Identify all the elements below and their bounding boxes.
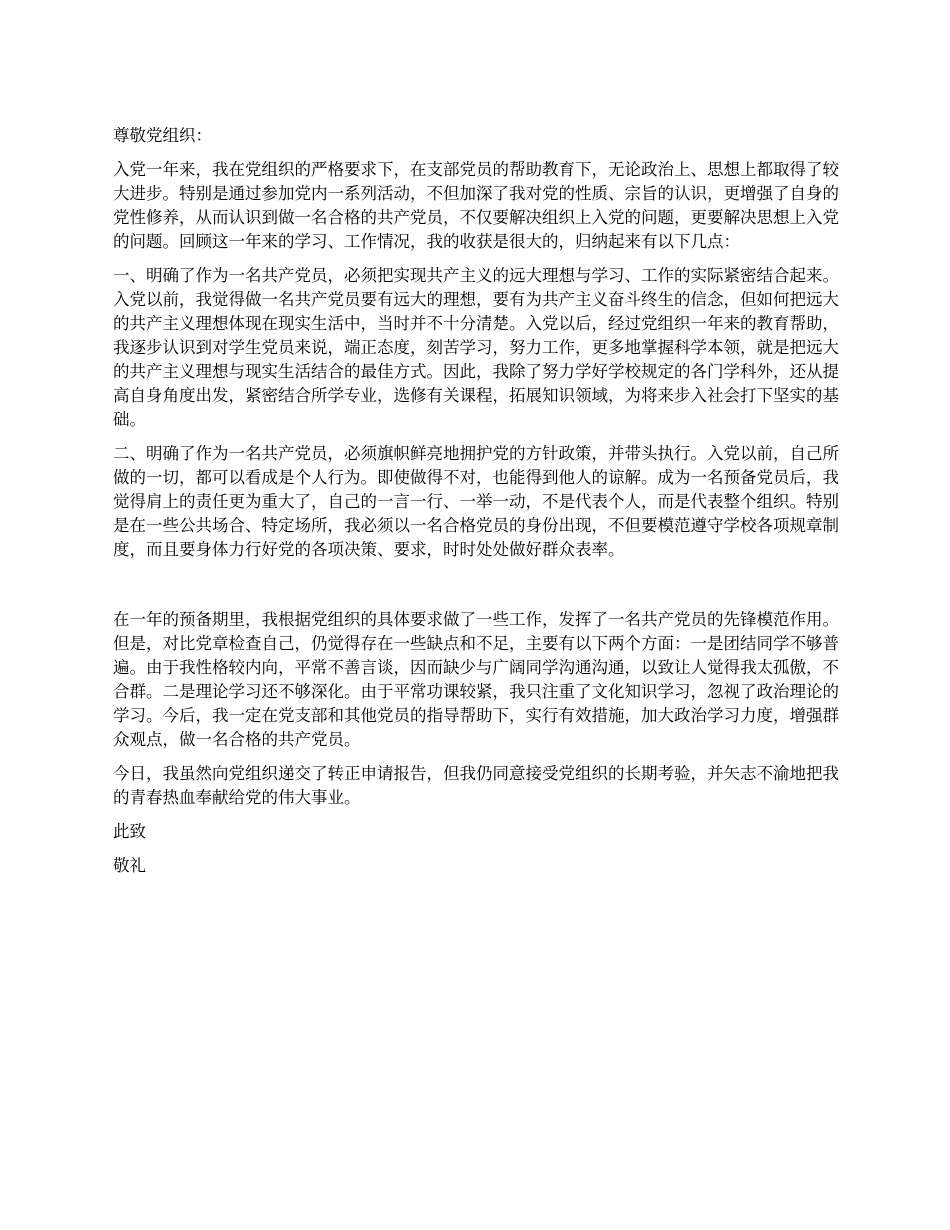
paragraph-point-one: 一、明确了作为一名共产党员，必须把实现共产主义的远大理想与学习、工作的实际紧密结合起来。入党以前，我觉得做一名共产党员要有远大的理想，要有为共产主义奋斗终生的信念，但如何把远大的共产主义理想体现在现实生活中，当时并不十分清楚。入党以后，经过党组织一年来的教育帮助，我逐步认识到对学生党员来说，端正态度，刻苦学习，努力工作，更多地掌握科学本领，就是把远大的共产主义理想与现实生活结合的最佳方式。因此，我除了努力学好学校规定的各门学科外，还从提高自身角度出发，紧密结合所学专业，选修有关课程，拓展知识领域，为将来步入社会打下坚实的基础。 bbox=[113, 266, 839, 429]
paragraph-conclusion: 今日，我虽然向党组织递交了转正申请报告，但我仍同意接受党组织的长期考验，并矢志不渝地把我的青春热血奉献给党的伟大事业。 bbox=[113, 764, 839, 807]
closing-jingli: 敬礼 bbox=[113, 856, 146, 875]
closing-cizhi: 此致 bbox=[113, 822, 146, 841]
paragraph-point-two: 二、明确了作为一名共产党员，必须旗帜鲜亮地拥护党的方针政策，并带头执行。入党以前，自己所做的一切，都可以看成是个人行为。即使做得不对，也能得到他人的谅解。成为一名预备党员后，我觉得肩上的责任更为重大了，自己的一言一行、一举一动，不是代表个人，而是代表整个组织。特别是在一些公共场合、特定场所，我必须以一名合格党员的身份出现，不但要模范遵守学校各项规章制度，而且要身体力行好党的各项决策、要求，时时处处做好群众表率。 bbox=[113, 444, 839, 559]
document-body bbox=[113, 124, 839, 878]
paragraph-self-review: 在一年的预备期里，我根据党组织的具体要求做了一些工作，发挥了一名共产党员的先锋模范作用。但是，对比党章检查自己，仍觉得存在一些缺点和不足，主要有以下两个方面：一是团结同学不够普遍。由于我性格较内向，平常不善言谈，因而缺少与广阔同学沟通沟通，以致让人觉得我太孤傲，不合群。二是理论学习还不够深化。由于平常功课较紧，我只注重了文化知识学习，忽视了政治理论的学习。今后，我一定在党支部和其他党员的指导帮助下，实行有效措施，加大政治学习力度，增强群众观点，做一名合格的共产党员。 bbox=[113, 610, 839, 749]
paragraph-intro: 入党一年来，我在党组织的严格要求下，在支部党员的帮助教育下，无论政治上、思想上都取得了较大进步。特别是通过参加党内一系列活动，不但加深了我对党的性质、宗旨的认识，更增强了自身的党性修养，从而认识到做一名合格的共产党员，不仅要解决组织上入党的问题，更要解决思想上入党的问题。回顾这一年来的学习、工作情况，我的收获是很大的，归纳起来有以下几点： bbox=[113, 160, 839, 251]
salutation: 尊敬党组织： bbox=[113, 126, 212, 145]
